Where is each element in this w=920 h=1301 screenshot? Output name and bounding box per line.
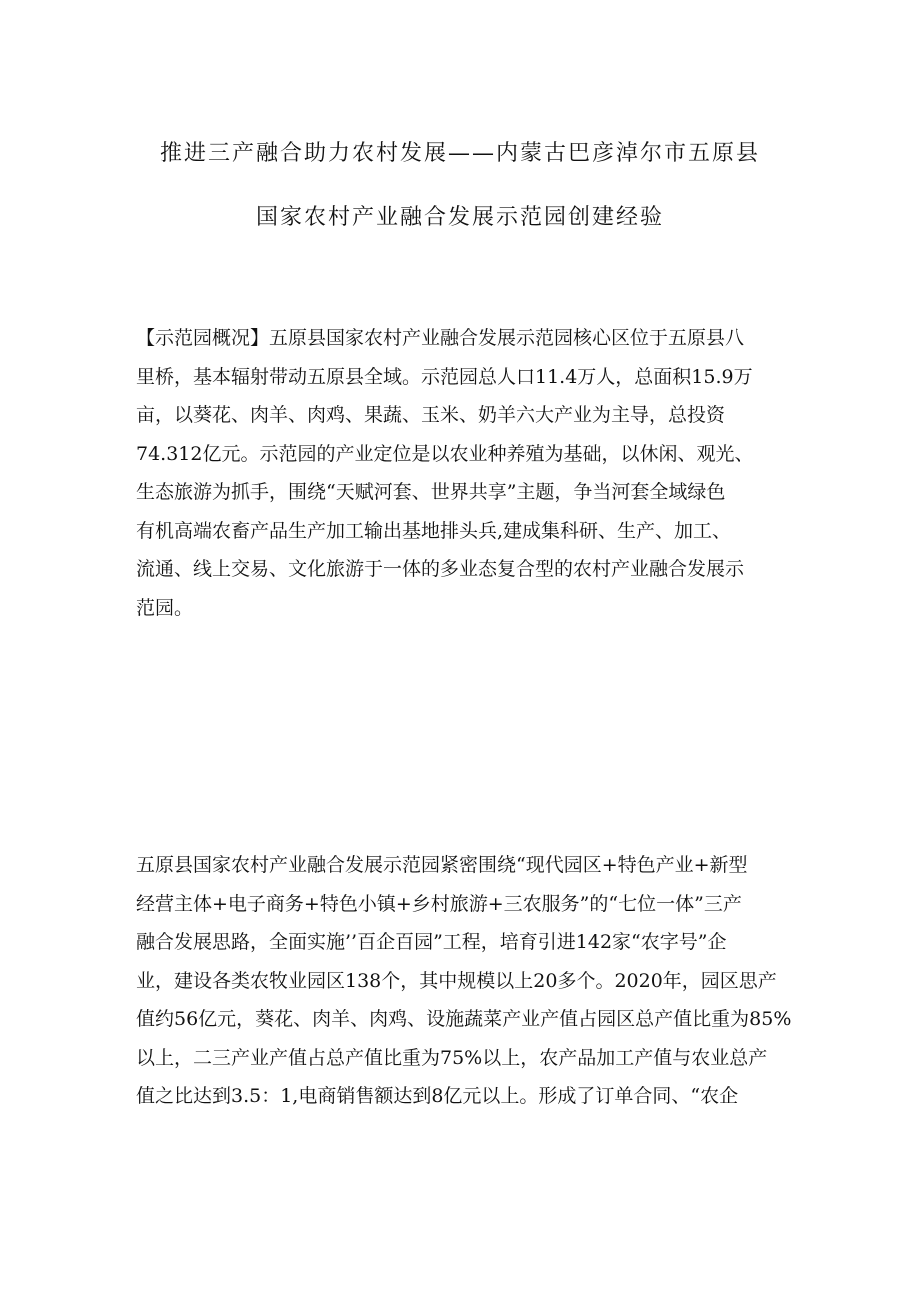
paragraph-line: 范园。 bbox=[136, 596, 194, 619]
document-title-line-1: 推进三产融合助力农村发展——内蒙古巴彦淖尔市五原县 bbox=[159, 141, 760, 166]
paragraph-line: 流通、线上交易、文化旅游于一体的多业态复合型的农村产业融合发展示 bbox=[136, 558, 745, 580]
paragraph-line: 业，建设各类农牧业园区138个，其中规模以上20多个。2020年，园区思产 bbox=[136, 969, 777, 992]
paragraph-line: 里桥，基本辐射带动五原县全域。示范园总人口11.4万人，总面积15.9万 bbox=[136, 365, 753, 388]
paragraph-line: 五原县国家农村产业融合发展示范园紧密围绕“现代园区+特色产业+新型 bbox=[136, 854, 748, 876]
paragraph-line: 融合发展思路，全面实施’’百企百园”工程，培育引进142家“农字号”企 bbox=[136, 931, 727, 953]
paragraph-line: 生态旅游为抓手，围绕“天赋河套、世界共享”主题，争当河套全域绿色 bbox=[136, 481, 726, 503]
paragraph-line: 值约56亿元，葵花、肉羊、肉鸡、设施蔬菜产业产值占园区总产值比重为85% bbox=[136, 1008, 792, 1030]
paragraph-line: 【示范园概况】五原县国家农村产业融合发展示范园核心区位于五原县八 bbox=[136, 327, 745, 349]
paragraph-overview bbox=[136, 319, 786, 627]
paragraph-line: 值之比达到3.5：1,电商销售额达到8亿元以上。形成了订单合同、“农企 bbox=[136, 1085, 739, 1107]
paragraph-line: 亩，以葵花、肉羊、肉鸡、果蔬、玉米、奶羊六大产业为主导，总投资 bbox=[136, 404, 726, 426]
paragraph-development bbox=[136, 846, 792, 1116]
document-title-line-2: 国家农村产业融合发展示范园创建经验 bbox=[255, 205, 664, 230]
paragraph-line: 有机高端农畜产品生产加工输出基地排头兵,建成集科研、生产、加工、 bbox=[136, 519, 732, 542]
paragraph-line: 以上，二三产业产值占总产值比重为75%以上，农产品加工产值与农业总产 bbox=[136, 1046, 768, 1069]
paragraph-line: 经营主体+电子商务+特色小镇+乡村旅游+三农服务”的“七位一体”三产 bbox=[136, 892, 742, 915]
paragraph-line: 74.312亿元。示范园的产业定位是以农业种养殖为基础，以休闲、观光、 bbox=[136, 442, 754, 465]
